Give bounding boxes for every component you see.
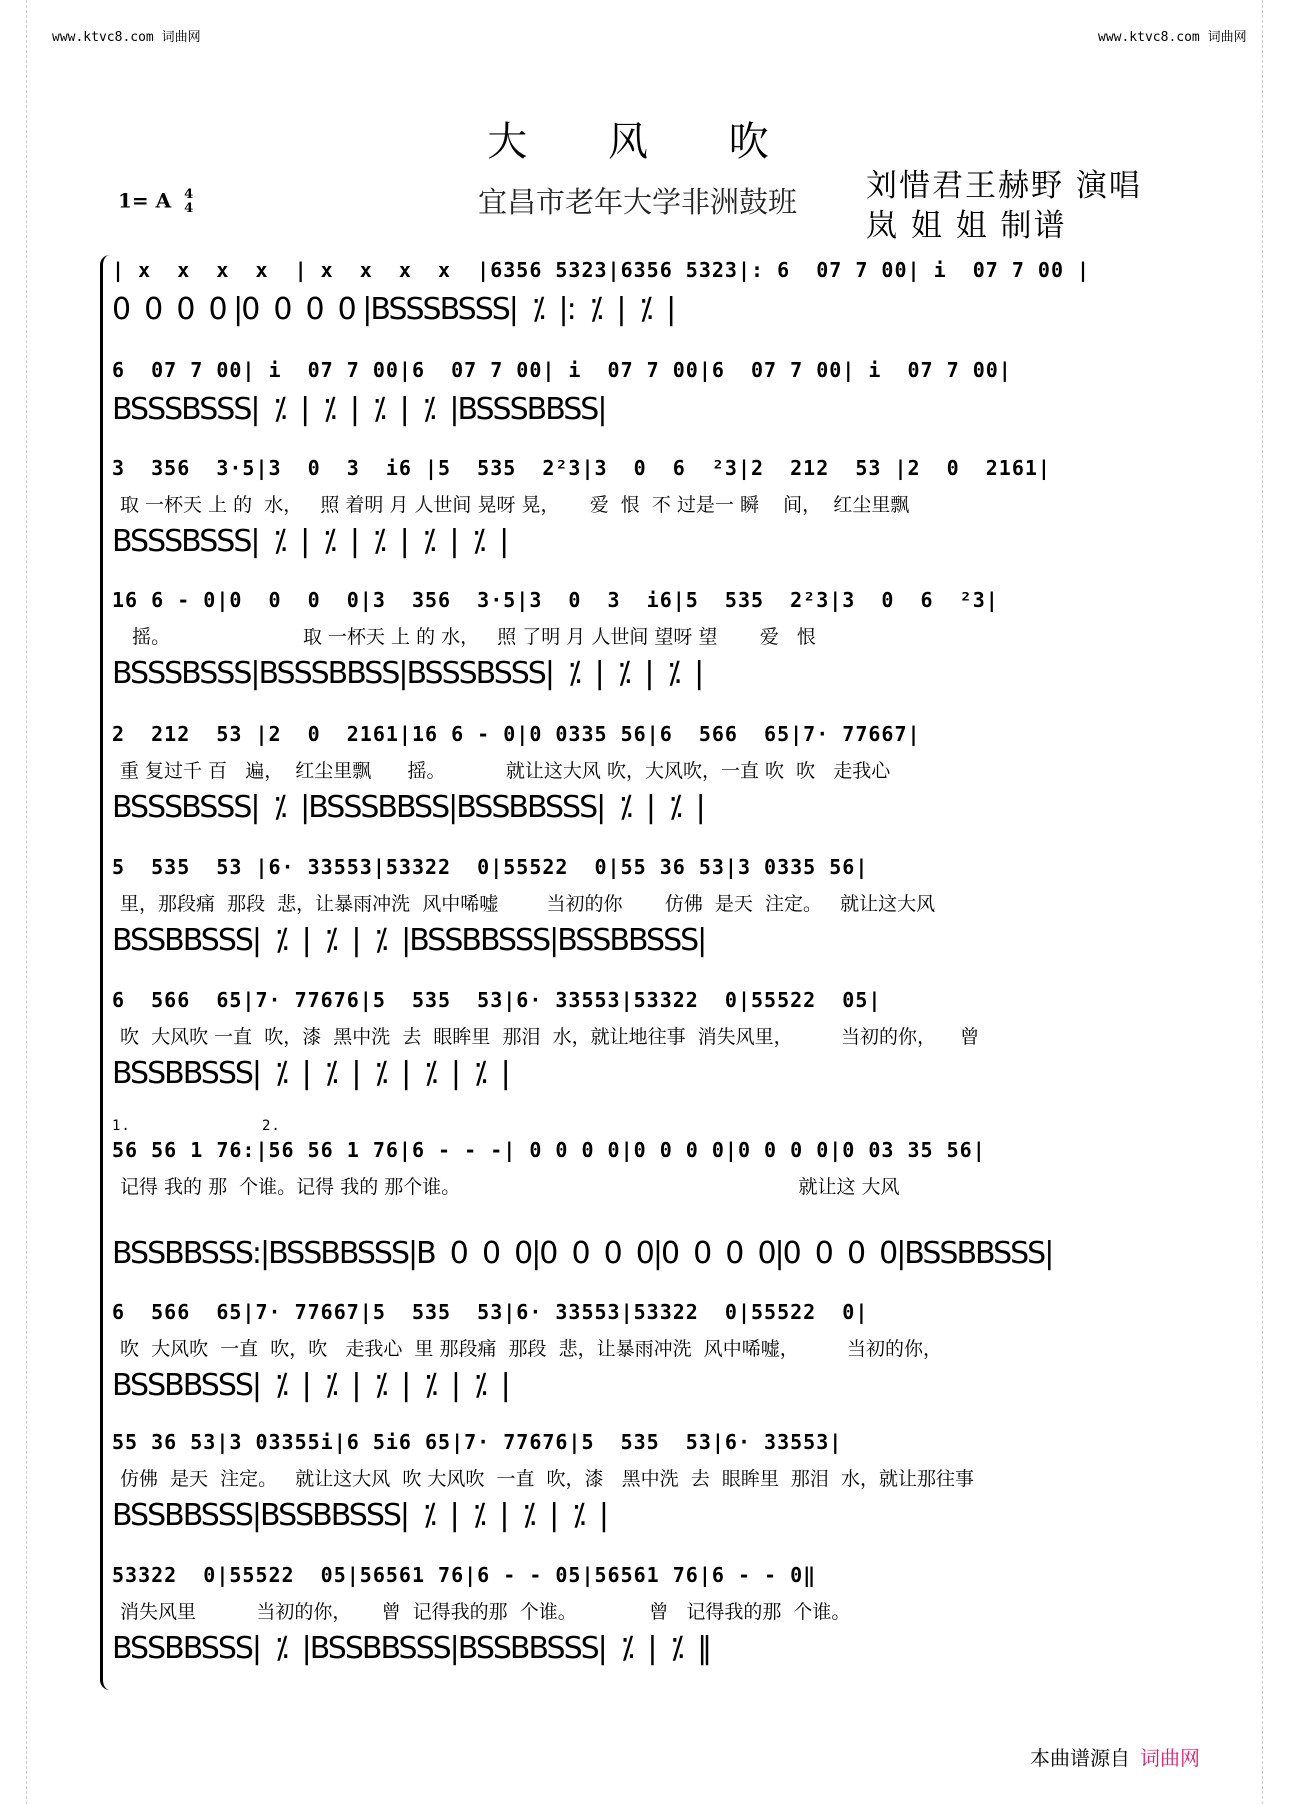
lyrics-line: 吹 大风吹 一直 吹，吹 走我心 里 那段痛 那段 悲，让暴雨冲洗 风中唏嘘， 当初的你， (120, 1338, 943, 1360)
drum-pattern-line: BSSBBSSS| ⁒ | ⁒ | ⁒ |BSSBBSSS|BSSBBSSS| (112, 923, 706, 958)
notation-line: 6 566 65|7· 77676|5 535 53|6· 33553|53322 0|55522 05| (112, 988, 882, 1012)
notation-line: 53322 0|55522 05|56561 76|6 - - 05|56561 76|6 - - 0‖ (112, 1563, 817, 1587)
drum-pattern-line: BSSSBSSS| ⁒ | ⁒ | ⁒ | ⁒ | ⁒ | (112, 524, 508, 559)
source-brand-link[interactable]: 词曲网 (1140, 1746, 1200, 1770)
lyrics-line: 吹 大风吹 一直 吹，漆 黑中洗 去 眼眸里 那泪 水，就让地往事 消失风里， 当初的你， 曾 (120, 1026, 980, 1048)
arranger-credit: 岚 姐 姐 制谱 (866, 208, 1067, 244)
notation-line: 16 6 - 0|0 0 0 0|3 356 3·5|3 0 3 i6|5 535 2²3|3 0 6 ²3| (112, 588, 999, 612)
volta-bracket-1: 1. (112, 1118, 131, 1134)
lyrics-line: 记得 我的 那 个谁。记得 我的 那个谁。 就让这 大风 (120, 1176, 900, 1198)
notation-line: 6 566 65|7· 77667|5 535 53|6· 33553|53322 0|55522 0| (112, 1300, 869, 1324)
key-signature (118, 188, 193, 216)
notation-line: 2 212 53 |2 0 2161|16 6 - 0|0 0335 56|6 566 65|7· 77667| (112, 722, 921, 746)
right-edge-strip (1262, 0, 1289, 1804)
drum-pattern-line: BSSBBSSS| ⁒ |BSSBBSSS|BSSBBSSS| ⁒ | ⁒ ‖ (112, 1631, 711, 1666)
lyrics-line: 重 复过千 百 遍， 红尘里飘 摇。 就让这大风 吹，大风吹，一直 吹 吹 走我心 (120, 760, 891, 782)
drum-pattern-line: BSSBBSSS:|BSSBBSSS|B 0 0 0|0 0 0 0|0 0 0 0|0 0 0 0|BSSBBSSS| (112, 1236, 1053, 1271)
drum-pattern-line: BSSBBSSS| ⁒ | ⁒ | ⁒ | ⁒ | ⁒ | (112, 1368, 509, 1403)
drum-pattern-line: 0 0 0 0 |0 0 0 0 |BSSSBSSS| ⁒ |: ⁒ | ⁒ | (112, 292, 675, 327)
volta-bracket-2: 2. (262, 1118, 281, 1134)
left-edge-strip (0, 0, 27, 1804)
subtitle: 宜昌市老年大学非洲鼓班 (478, 185, 798, 219)
source-label: 本曲谱源自 (1030, 1746, 1130, 1770)
notation-line: 56 56 1 76:|56 56 1 76|6 - - -| 0 0 0 0|0 0 0 0|0 0 0 0|0 03 35 56| (112, 1138, 986, 1162)
notation-line: | x x x x | x x x x |6356 5323|6356 5323|: 6 07 7 00| i 07 7 00 | (112, 258, 1091, 282)
notation-line: 6 07 7 00| i 07 7 00|6 07 7 00| i 07 7 00|6 07 7 00| i 07 7 00| (112, 358, 1012, 382)
time-numerator: 4 (184, 187, 194, 202)
lyrics-line: 取 一杯天 上 的 水， 照 着明 月 人世间 晃呀 晃， 爱 恨 不 过是一 瞬 间， 红尘里飘 (120, 494, 910, 516)
drum-pattern-line: BSSBBSSS|BSSBBSSS| ⁒ | ⁒ | ⁒ | ⁒ | (112, 1498, 607, 1533)
drum-pattern-line: BSSSBSSS| ⁒ | ⁒ | ⁒ | ⁒ |BSSSBBSS| (112, 392, 606, 427)
lyrics-line: 消失风里 当初的你， 曾 记得我的那 个谁。 曾 记得我的那 个谁。 (120, 1601, 851, 1623)
notation-line: 5 535 53 |6· 33553|53322 0|55522 0|55 36 53|3 0335 56| (112, 855, 869, 879)
source-credit (1030, 1742, 1200, 1771)
time-denominator: 4 (184, 201, 194, 216)
performers-credit: 刘惜君王赫野 演唱 (866, 168, 1142, 204)
drum-pattern-line: BSSSBSSS|BSSSBBSS|BSSSBSSS| ⁒ | ⁒ | ⁒ | (112, 656, 703, 691)
drum-pattern-line: BSSSBSSS| ⁒ |BSSSBBSS|BSSBBSSS| ⁒ | ⁒ | (112, 790, 704, 825)
lyrics-line: 仿佛 是天 注定。 就让这大风 吹 大风吹 一直 吹，漆 黑中洗 去 眼眸里 那泪 水，就让那往事 (120, 1468, 974, 1490)
notation-line: 55 36 53|3 03355i|6 5i6 65|7· 77676|5 535 53|6· 33553| (112, 1430, 843, 1454)
notation-line: 3 356 3·5|3 0 3 i6 |5 535 2²3|3 0 6 ²3|2 212 53 |2 0 2161| (112, 456, 1051, 480)
time-signature (184, 188, 193, 216)
key-label: 1= A (118, 188, 172, 213)
site-watermark-right: www.ktvc8.com 词曲网 (1098, 30, 1247, 45)
lyrics-line: 里，那段痛 那段 悲，让暴雨冲洗 风中唏嘘 当初的你 仿佛 是天 注定。 就让这大风 (120, 893, 936, 915)
song-title: 大 风 吹 (487, 119, 803, 165)
lyrics-line: 摇。 取 一杯天 上 的 水， 照 了明 月 人世间 望呀 望 爱 恨 (120, 626, 816, 648)
drum-pattern-line: BSSBBSSS| ⁒ | ⁒ | ⁒ | ⁒ | ⁒ | (112, 1056, 509, 1091)
site-watermark-left: www.ktvc8.com 词曲网 (52, 30, 201, 45)
